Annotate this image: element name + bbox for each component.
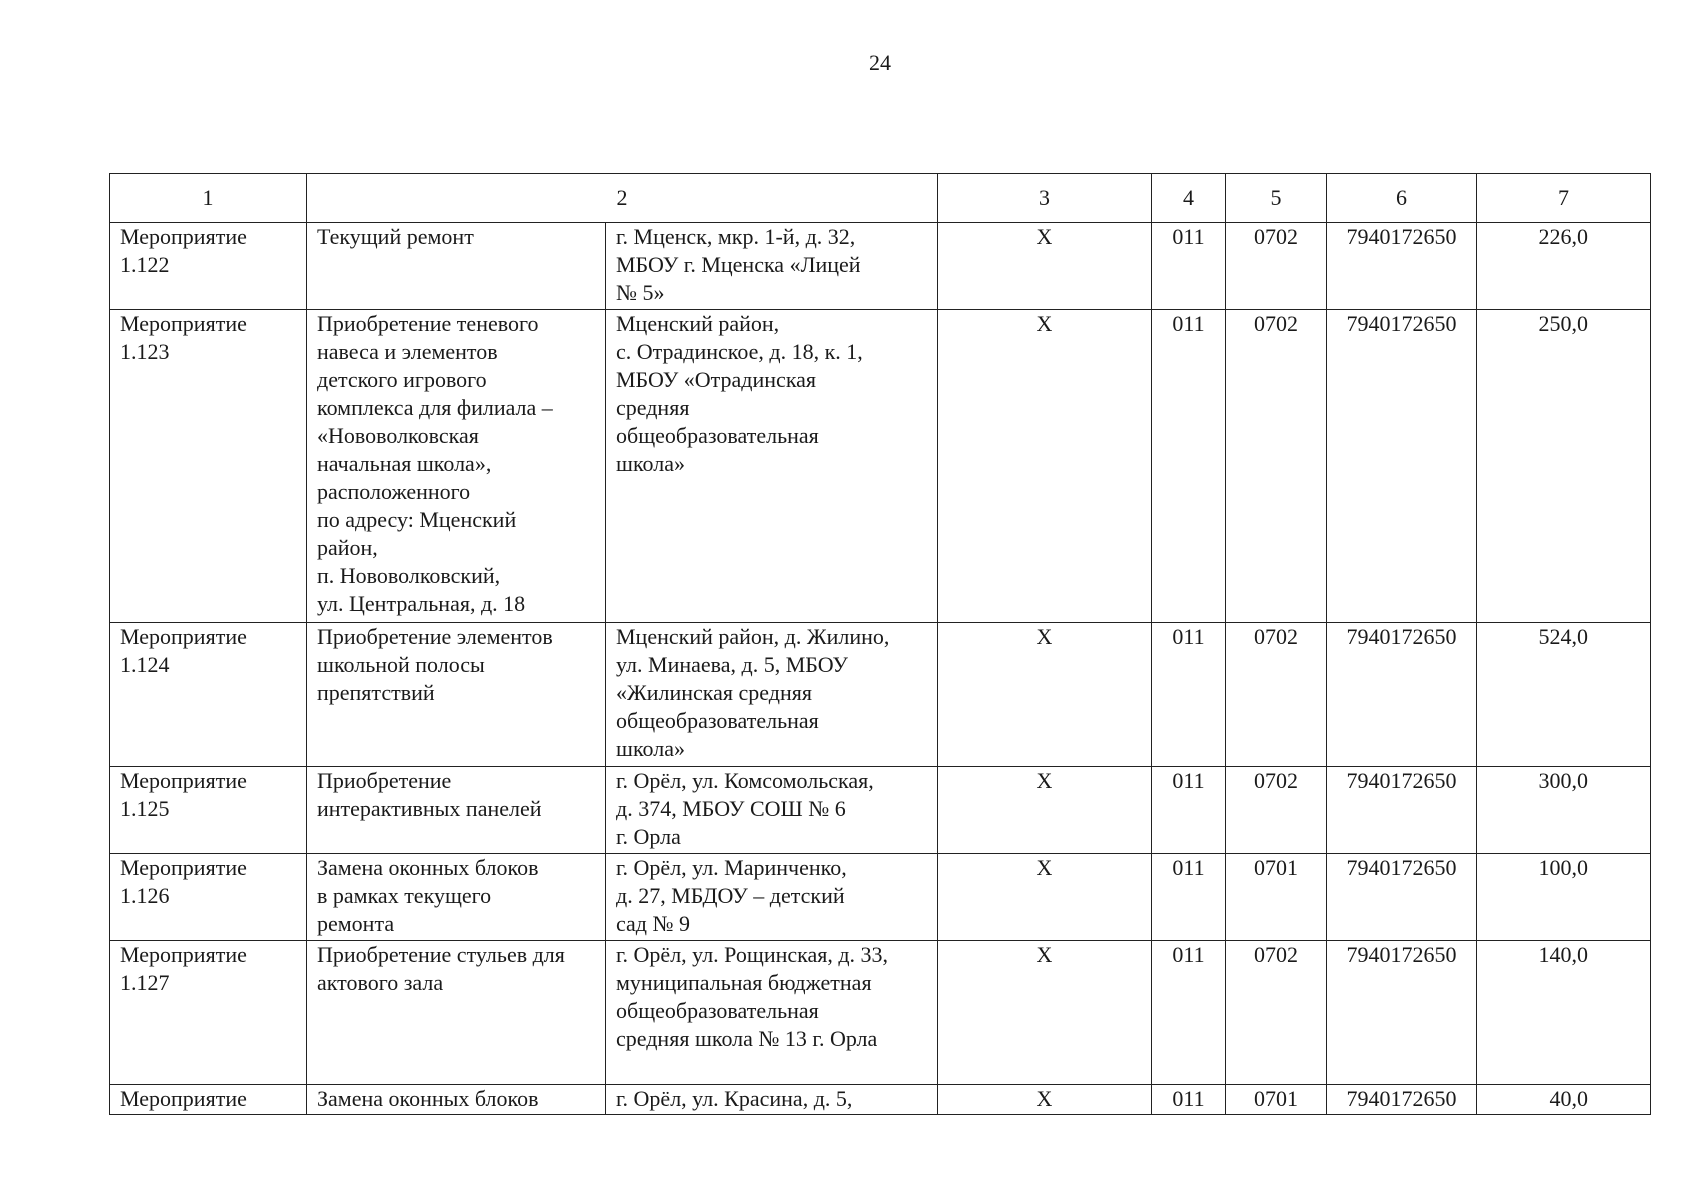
column-6-cell: 7940172650 bbox=[1327, 223, 1477, 310]
header-cell: 3 bbox=[938, 174, 1152, 223]
column-5-cell: 0701 bbox=[1226, 854, 1327, 941]
measure-name-cell: Приобретение стульев для актового зала bbox=[307, 941, 606, 1085]
header-cell: 5 bbox=[1226, 174, 1327, 223]
column-6-cell: 7940172650 bbox=[1327, 310, 1477, 623]
table-row bbox=[110, 767, 1651, 854]
table-header-row bbox=[110, 174, 1651, 223]
measure-id-cell: Мероприятие 1.125 bbox=[110, 767, 307, 854]
column-4-cell: 011 bbox=[1152, 310, 1226, 623]
table-row bbox=[110, 310, 1651, 623]
measure-address-cell: г. Орёл, ул. Рощинская, д. 33, муниципальная бюджетная общеобразовательная средняя школа № 13 г. Орла bbox=[606, 941, 938, 1085]
measure-address-cell: г. Орёл, ул. Комсомольская, д. 374, МБОУ СОШ № 6 г. Орла bbox=[606, 767, 938, 854]
amount-cell: 100,0 bbox=[1477, 854, 1651, 941]
table-row bbox=[110, 854, 1651, 941]
column-3-cell: Х bbox=[938, 623, 1152, 767]
amount-cell: 300,0 bbox=[1477, 767, 1651, 854]
measure-name-cell: Замена оконных блоков bbox=[307, 1085, 606, 1115]
column-4-cell: 011 bbox=[1152, 767, 1226, 854]
table-row bbox=[110, 1085, 1651, 1115]
column-5-cell: 0702 bbox=[1226, 623, 1327, 767]
measure-address-cell: Мценский район, с. Отрадинское, д. 18, к. 1, МБОУ «Отрадинская средняя общеобразовательная школа» bbox=[606, 310, 938, 623]
column-4-cell: 011 bbox=[1152, 623, 1226, 767]
column-5-cell: 0702 bbox=[1226, 223, 1327, 310]
measure-address-cell: г. Орёл, ул. Маринченко, д. 27, МБДОУ – детский сад № 9 bbox=[606, 854, 938, 941]
amount-cell: 524,0 bbox=[1477, 623, 1651, 767]
column-4-cell: 011 bbox=[1152, 854, 1226, 941]
header-cell: 6 bbox=[1327, 174, 1477, 223]
measure-id-cell: Мероприятие 1.124 bbox=[110, 623, 307, 767]
column-3-cell: Х bbox=[938, 941, 1152, 1085]
column-6-cell: 7940172650 bbox=[1327, 767, 1477, 854]
column-3-cell: Х bbox=[938, 1085, 1152, 1115]
column-5-cell: 0702 bbox=[1226, 941, 1327, 1085]
amount-cell: 226,0 bbox=[1477, 223, 1651, 310]
measure-address-cell: г. Орёл, ул. Красина, д. 5, bbox=[606, 1085, 938, 1115]
column-6-cell: 7940172650 bbox=[1327, 623, 1477, 767]
column-5-cell: 0702 bbox=[1226, 310, 1327, 623]
measure-id-cell: Мероприятие 1.122 bbox=[110, 223, 307, 310]
measure-name-cell: Замена оконных блоков в рамках текущего ремонта bbox=[307, 854, 606, 941]
column-6-cell: 7940172650 bbox=[1327, 1085, 1477, 1115]
measure-id-cell: Мероприятие 1.126 bbox=[110, 854, 307, 941]
amount-cell: 40,0 bbox=[1477, 1085, 1651, 1115]
column-5-cell: 0702 bbox=[1226, 767, 1327, 854]
measure-id-cell: Мероприятие 1.123 bbox=[110, 310, 307, 623]
amount-cell: 250,0 bbox=[1477, 310, 1651, 623]
table-row bbox=[110, 223, 1651, 310]
column-4-cell: 011 bbox=[1152, 1085, 1226, 1115]
measures-table bbox=[109, 173, 1651, 1115]
column-6-cell: 7940172650 bbox=[1327, 941, 1477, 1085]
column-5-cell: 0701 bbox=[1226, 1085, 1327, 1115]
column-4-cell: 011 bbox=[1152, 223, 1226, 310]
column-3-cell: Х bbox=[938, 854, 1152, 941]
measure-name-cell: Приобретение элементов школьной полосы препятствий bbox=[307, 623, 606, 767]
measure-address-cell: Мценский район, д. Жилино, ул. Минаева, д. 5, МБОУ «Жилинская средняя общеобразовательная школа» bbox=[606, 623, 938, 767]
measure-name-cell: Приобретение интерактивных панелей bbox=[307, 767, 606, 854]
measure-id-cell: Мероприятие bbox=[110, 1085, 307, 1115]
header-cell: 2 bbox=[307, 174, 938, 223]
page-number: 24 bbox=[869, 50, 891, 75]
measure-address-cell: г. Мценск, мкр. 1-й, д. 32, МБОУ г. Мценска «Лицей № 5» bbox=[606, 223, 938, 310]
measure-id-cell: Мероприятие 1.127 bbox=[110, 941, 307, 1085]
measure-name-cell: Текущий ремонт bbox=[307, 223, 606, 310]
measure-name-cell: Приобретение теневого навеса и элементов детского игрового комплекса для филиала – «Нововолковская начальная школа», расположенного по адресу: Мценский район, п. Нововолковский, ул. Центральная, д. 18 bbox=[307, 310, 606, 623]
header-cell: 7 bbox=[1477, 174, 1651, 223]
header-cell: 4 bbox=[1152, 174, 1226, 223]
table-row bbox=[110, 941, 1651, 1085]
column-3-cell: Х bbox=[938, 767, 1152, 854]
amount-cell: 140,0 bbox=[1477, 941, 1651, 1085]
table-row bbox=[110, 623, 1651, 767]
column-6-cell: 7940172650 bbox=[1327, 854, 1477, 941]
header-cell: 1 bbox=[110, 174, 307, 223]
column-3-cell: Х bbox=[938, 223, 1152, 310]
column-4-cell: 011 bbox=[1152, 941, 1226, 1085]
column-3-cell: Х bbox=[938, 310, 1152, 623]
